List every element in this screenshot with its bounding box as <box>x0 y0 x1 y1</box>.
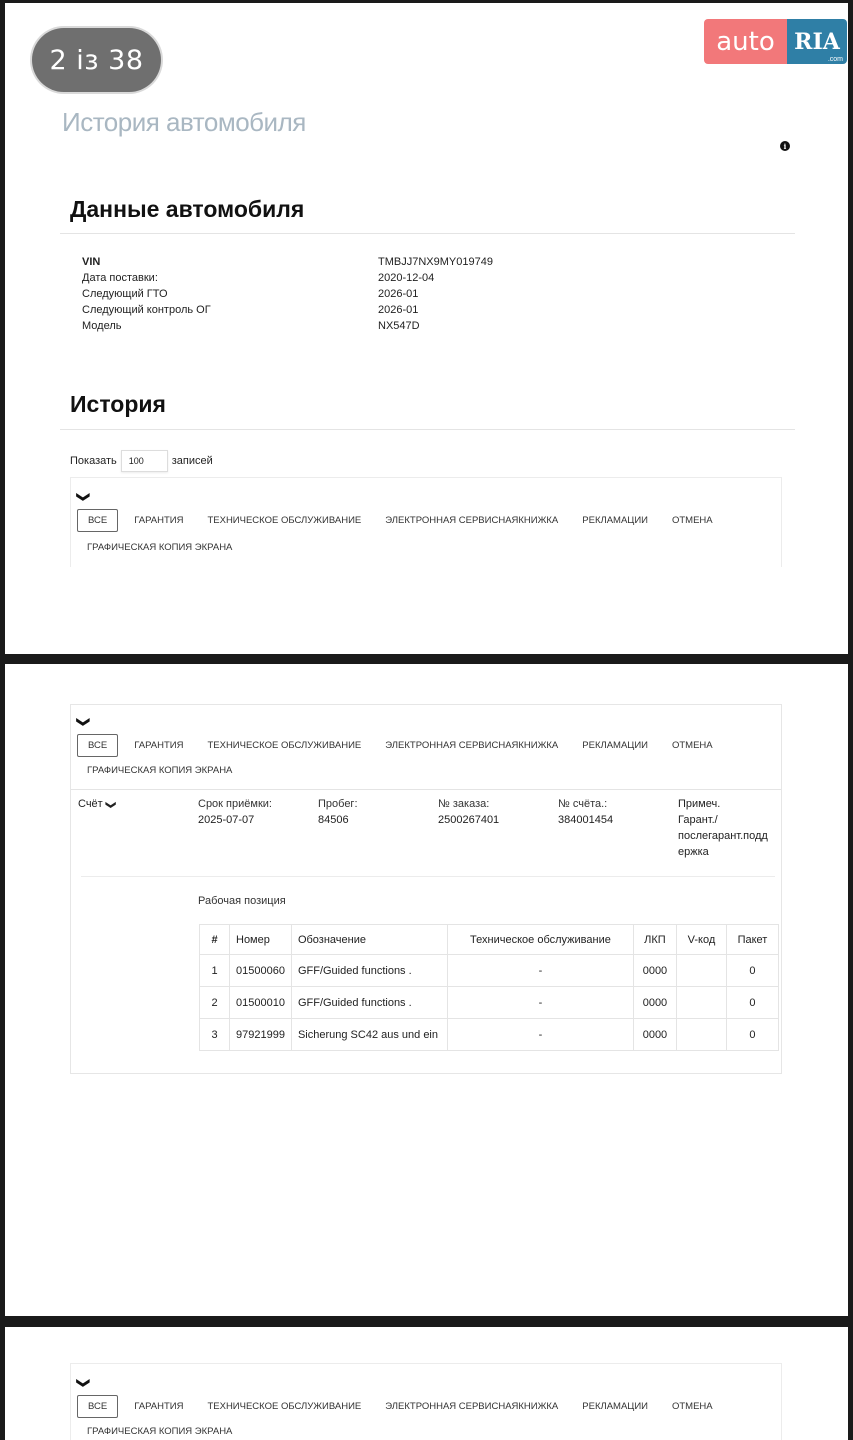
show-label: Показать <box>70 455 117 467</box>
car-data-value: TMBJJ7NX9MY019749 <box>378 256 493 268</box>
work-position-label: Рабочая позиция <box>198 895 286 907</box>
summary-value: 84506 <box>318 814 349 826</box>
cell-vcode <box>676 987 726 1019</box>
car-data-row <box>82 270 493 286</box>
note-field <box>678 796 768 860</box>
divider <box>81 876 775 877</box>
table-header-row <box>200 925 779 955</box>
cell-paint: 0000 <box>633 955 676 987</box>
filter-panel <box>70 1363 782 1440</box>
tab-cancel[interactable]: ОТМЕНА <box>671 1401 713 1412</box>
chevron-down-icon[interactable]: ❯ <box>76 1377 92 1389</box>
tab-service-book[interactable]: ЭЛЕКТРОННАЯ СЕРВИСНАЯКНИЖКА <box>385 515 559 526</box>
cell-designation: GFF/Guided functions . <box>291 987 447 1019</box>
tab-service-book[interactable]: ЭЛЕКТРОННАЯ СЕРВИСНАЯКНИЖКА <box>385 740 559 751</box>
page-title: История автомобиля <box>62 107 306 137</box>
chevron-down-icon: ❯ <box>104 800 116 810</box>
car-data-value: 2020-12-04 <box>378 272 435 284</box>
cell-part-no: 01500010 <box>230 987 292 1019</box>
screenshot-page-3 <box>5 1327 848 1440</box>
tab-cancel[interactable]: ОТМЕНА <box>671 740 713 751</box>
note-line: ержка <box>678 846 709 858</box>
cell-vcode <box>676 1019 726 1051</box>
tab-warranty[interactable]: ГАРАНТИЯ <box>134 740 184 751</box>
logo-auto-text: auto <box>704 19 787 64</box>
col-part-no: Номер <box>230 925 292 955</box>
cell-designation: GFF/Guided functions . <box>291 955 447 987</box>
tab-warranty[interactable]: ГАРАНТИЯ <box>134 1401 184 1412</box>
cell-index: 3 <box>200 1019 230 1051</box>
col-package: Пакет <box>726 925 778 955</box>
cell-index: 1 <box>200 955 230 987</box>
car-data-row <box>82 302 493 318</box>
invoice-toggle[interactable] <box>78 796 114 813</box>
tab-screenshot-copy[interactable]: ГРАФИЧЕСКАЯ КОПИЯ ЭКРАНА <box>87 542 233 553</box>
car-data-label: Следующий контроль ОГ <box>82 304 211 316</box>
note-line: послегарант.подд <box>678 830 768 842</box>
history-heading: История <box>70 391 166 417</box>
cell-package: 0 <box>726 987 778 1019</box>
page-length-select[interactable]: 100 <box>121 450 168 472</box>
chevron-down-icon[interactable]: ❯ <box>76 491 92 503</box>
summary-field <box>438 796 499 828</box>
tab-complaints[interactable]: РЕКЛАМАЦИИ <box>582 515 648 526</box>
summary-field <box>198 796 272 828</box>
car-data-value: 2026-01 <box>378 288 419 300</box>
logo-ria-text: RIA <box>794 28 840 55</box>
tab-complaints[interactable]: РЕКЛАМАЦИИ <box>582 740 648 751</box>
car-data-label: Модель <box>82 320 122 332</box>
tab-screenshot-copy[interactable]: ГРАФИЧЕСКАЯ КОПИЯ ЭКРАНА <box>87 765 233 776</box>
col-vcode: V-код <box>676 925 726 955</box>
summary-field <box>558 796 613 828</box>
summary-value: 384001454 <box>558 814 614 826</box>
tab-service-book[interactable]: ЭЛЕКТРОННАЯ СЕРВИСНАЯКНИЖКА <box>385 1401 559 1412</box>
car-data-value: 2026-01 <box>378 304 419 316</box>
table-row[interactable] <box>200 955 779 987</box>
page-length-control <box>70 450 213 472</box>
tab-warranty[interactable]: ГАРАНТИЯ <box>134 515 184 526</box>
summary-field <box>318 796 358 828</box>
autoria-logo[interactable] <box>704 19 847 64</box>
image-counter: 2 із 38 <box>32 28 161 92</box>
car-data-value: NX547D <box>378 320 420 332</box>
info-icon[interactable]: i <box>780 141 790 151</box>
car-data-row <box>82 286 493 302</box>
logo-ria-block <box>787 19 847 64</box>
cell-maintenance: - <box>447 1019 633 1051</box>
cell-vcode <box>676 955 726 987</box>
table-row[interactable] <box>200 987 779 1019</box>
col-designation: Обозначение <box>291 925 447 955</box>
car-data-heading: Данные автомобиля <box>70 196 305 222</box>
tab-all[interactable]: ВСЕ <box>77 509 118 532</box>
cell-paint: 0000 <box>633 987 676 1019</box>
summary-label: Пробег: <box>318 798 358 810</box>
divider <box>60 429 795 430</box>
summary-label: № счёта.: <box>558 798 608 810</box>
tab-screenshot-copy[interactable]: ГРАФИЧЕСКАЯ КОПИЯ ЭКРАНА <box>87 1426 233 1437</box>
cell-maintenance: - <box>447 955 633 987</box>
tab-all[interactable]: ВСЕ <box>77 1395 118 1418</box>
car-data-row <box>82 254 493 270</box>
cell-maintenance: - <box>447 987 633 1019</box>
tab-maintenance[interactable]: ТЕХНИЧЕСКОЕ ОБСЛУЖИВАНИЕ <box>207 515 362 526</box>
history-record-card <box>70 704 782 1074</box>
work-positions-table <box>199 924 779 1051</box>
cell-part-no: 97921999 <box>230 1019 292 1051</box>
col-paint: ЛКП <box>633 925 676 955</box>
tab-cancel[interactable]: ОТМЕНА <box>671 515 713 526</box>
divider <box>71 789 781 790</box>
car-data-label: VIN <box>82 256 101 268</box>
col-maintenance: Техническое обслуживание <box>447 925 633 955</box>
table-row[interactable] <box>200 1019 779 1051</box>
col-number: # <box>200 925 230 955</box>
car-data-label: Следующий ГТО <box>82 288 168 300</box>
screenshot-page-2 <box>5 664 848 1316</box>
car-data-list <box>82 254 493 334</box>
car-data-label: Дата поставки: <box>82 272 158 284</box>
filter-tabs <box>77 1395 725 1418</box>
logo-com-text: .com <box>827 56 843 63</box>
chevron-down-icon[interactable]: ❯ <box>76 716 92 728</box>
cell-package: 0 <box>726 1019 778 1051</box>
invoice-label: Счёт <box>78 798 103 810</box>
divider <box>60 233 795 234</box>
filter-tabs <box>77 734 725 757</box>
filter-panel <box>70 477 782 567</box>
summary-value: 2500267401 <box>438 814 500 826</box>
tab-maintenance[interactable]: ТЕХНИЧЕСКОЕ ОБСЛУЖИВАНИЕ <box>207 740 362 751</box>
note-line: Примеч. <box>678 798 721 810</box>
summary-label: № заказа: <box>438 798 490 810</box>
screenshot-page-1 <box>5 3 848 654</box>
car-data-row <box>82 318 493 334</box>
cell-package: 0 <box>726 955 778 987</box>
note-line: Гарант./ <box>678 814 718 826</box>
cell-index: 2 <box>200 987 230 1019</box>
summary-value: 2025-07-07 <box>198 814 255 826</box>
tab-maintenance[interactable]: ТЕХНИЧЕСКОЕ ОБСЛУЖИВАНИЕ <box>207 1401 362 1412</box>
cell-designation: Sicherung SC42 aus und ein <box>291 1019 447 1051</box>
tab-all[interactable]: ВСЕ <box>77 734 118 757</box>
records-label: записей <box>171 455 213 467</box>
cell-part-no: 01500060 <box>230 955 292 987</box>
cell-paint: 0000 <box>633 1019 676 1051</box>
tab-complaints[interactable]: РЕКЛАМАЦИИ <box>582 1401 648 1412</box>
filter-tabs <box>77 509 725 532</box>
summary-label: Срок приёмки: <box>198 798 272 810</box>
